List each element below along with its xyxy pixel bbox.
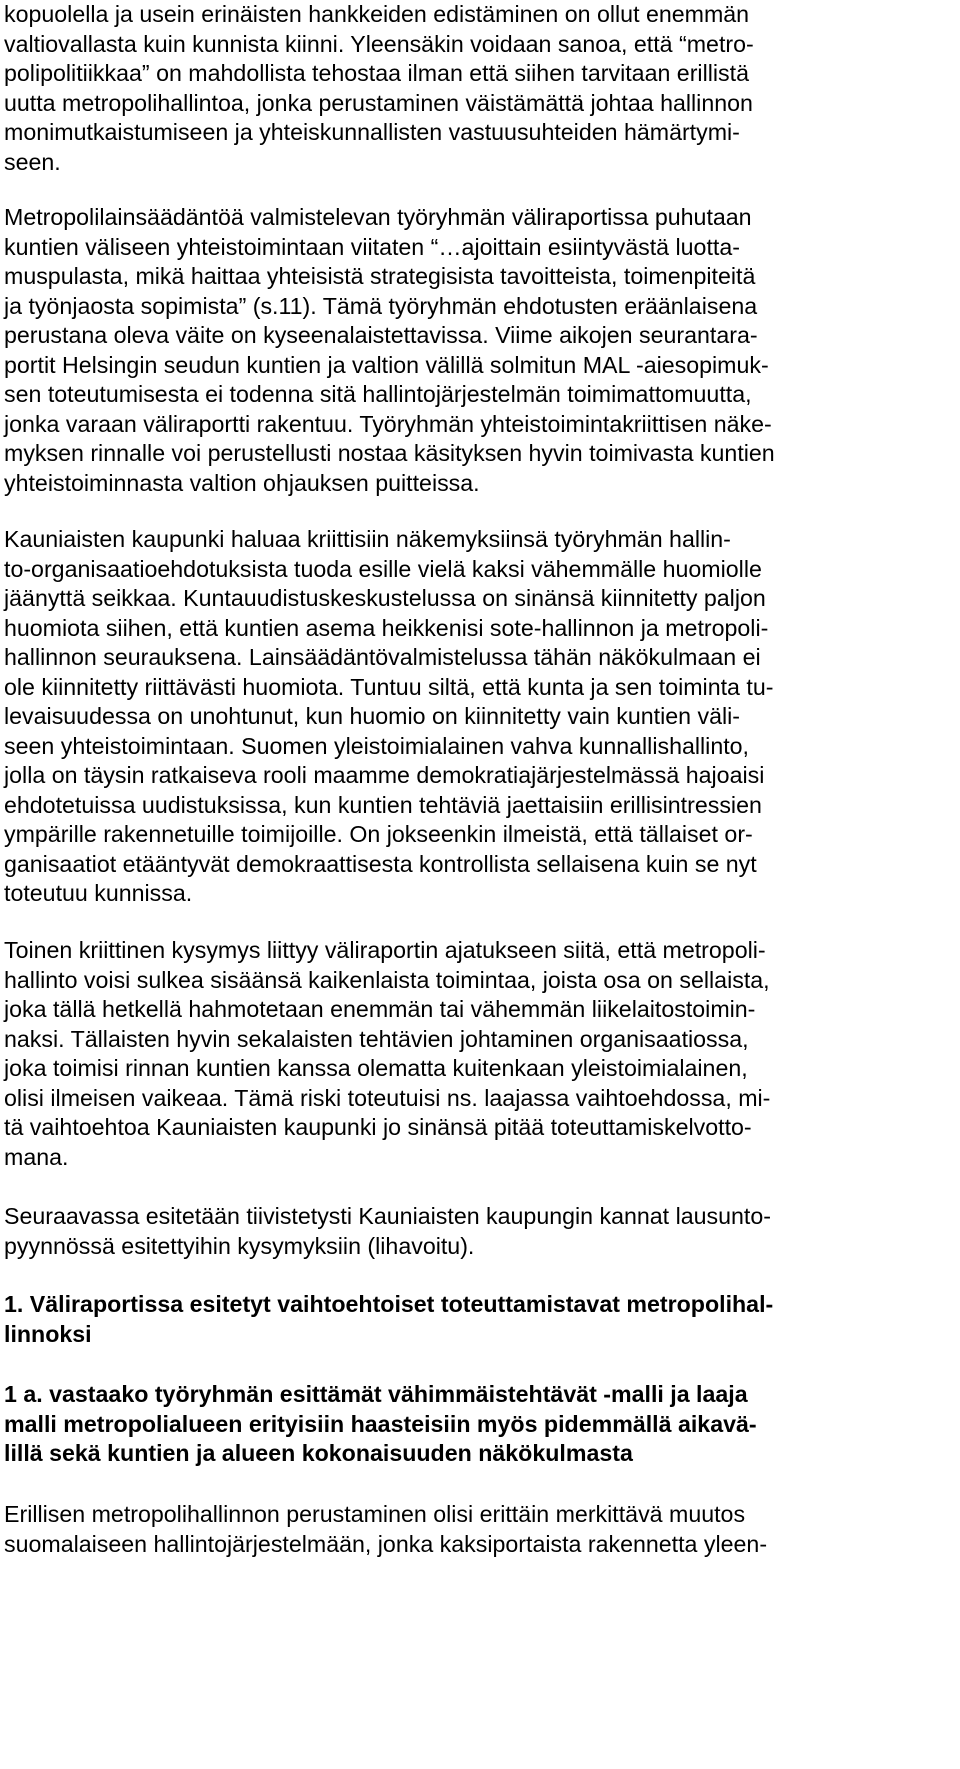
text-line: to-organisaatioehdotuksista tuoda esille vielä kaksi vähemmälle huomiolle (4, 555, 762, 582)
text-line: naksi. Tällaisten hyvin sekalaisten tehtävien johtaminen organisaatiossa, (4, 1025, 749, 1052)
text-line: sen toteutumisesta ei todenna sitä hallintojärjestelmän toimimattomuutta, (4, 381, 752, 407)
text-line: 1. Väliraportissa esitetyt vaihtoehtoiset toteuttamistavat metropolihal- (4, 1291, 774, 1317)
paragraph-luottamuspula (4, 203, 775, 498)
text-line: joka toimisi rinnan kuntien kanssa olematta kuitenkaan yleistoimialainen, (4, 1055, 748, 1081)
text-line: Seuraavassa esitetään tiivistetysti Kauniaisten kaupungin kannat lausunto- (4, 1203, 771, 1229)
text-line: uutta metropolihallintoa, jonka perustaminen väistämättä johtaa hallinnon (4, 89, 753, 116)
question-1-heading (4, 1290, 773, 1349)
text-line: pyynnössä esitettyihin kysymyksiin (lihavoitu). (4, 1232, 475, 1259)
text-line: polipolitiikkaa” on mahdollista tehostaa ilman että siihen tarvitaan erillistä (4, 60, 749, 86)
text-line: jäänyttä seikkaa. Kuntauudistuskeskustelussa on sinänsä kiinnitetty paljon (4, 585, 766, 611)
question-1a-heading (4, 1380, 757, 1469)
text-line: Kauniaisten kaupunki haluaa kriittisiin näkemyksiinsä työryhmän hallin- (4, 526, 731, 552)
text-line: toteutuu kunnissa. (4, 880, 193, 906)
text-line: seen. (4, 148, 61, 175)
text-line: muspulasta, mikä haittaa yhteisistä strategisista tavoitteista, toimenpiteitä (4, 263, 756, 289)
text-line: 1 a. vastaako työryhmän esittämät vähimmäistehtävät -malli ja laaja (4, 1381, 748, 1407)
text-line: malli metropolialueen erityisiin haasteisiin myös pidemmällä aikavä- (4, 1410, 757, 1437)
text-line: perustana oleva väite on kyseenalaistettavissa. Viime aikojen seurantara- (4, 322, 758, 348)
text-line: Erillisen metropolihallinnon perustaminen olisi erittäin merkittävä muutos (4, 1501, 746, 1527)
text-line: myksen rinnalle voi perustellusti nostaa käsityksen hyvin toimivasta kuntien (4, 440, 775, 466)
text-line: seen yhteistoimintaan. Suomen yleistoimialainen vahva kunnallishallinto, (4, 732, 750, 759)
text-line: tä vaihtoehtoa Kauniaisten kaupunki jo sinänsä pitää toteuttamiskelvotto- (4, 1114, 752, 1140)
text-line: ympärille rakennetuille toimijoille. On jokseenkin ilmeistä, että tällaiset or- (4, 821, 753, 847)
text-line: jonka varaan väliraportti rakentuu. Työryhmän yhteistoimintakriittisen näke- (4, 410, 772, 437)
text-line: kuntien väliseen yhteistoimintaan viitaten “…ajoittain esiintyvästä luotta- (4, 233, 740, 260)
text-line: yhteistoiminnasta valtion ohjauksen puitteissa. (4, 469, 480, 496)
text-line: valtiovallasta kuin kunnista kiinni. Yleensäkin voidaan sanoa, että “metro- (4, 30, 754, 57)
text-line: ganisaatiot etääntyvät demokraattisesta kontrollista sellaisena kuin se nyt (4, 850, 757, 877)
paragraph-toinen-kysymys (4, 936, 770, 1172)
text-line: olisi ilmeisen vaikeaa. Tämä riski toteutuisi ns. laajassa vaihtoehdossa, mi- (4, 1084, 771, 1111)
text-line: Metropolilainsäädäntöä valmistelevan työryhmän väliraportissa puhutaan (4, 204, 752, 230)
text-line: mana. (4, 1143, 69, 1170)
text-line: hallinnon seurauksena. Lainsäädäntövalmistelussa tähän näkökulmaan ei (4, 644, 761, 670)
text-line: ehdotetuissa uudistuksissa, kun kuntien tehtäviä jaettaisiin erillisintressien (4, 791, 762, 818)
text-line: Toinen kriittinen kysymys liittyy väliraportin ajatukseen siitä, että metropoli- (4, 937, 766, 963)
paragraph-seuraavassa (4, 1202, 771, 1261)
text-line: huomiota siihen, että kuntien asema heikkenisi sote-hallinnon ja metropoli- (4, 614, 769, 641)
text-line: monimutkaistumiseen ja yhteiskunnallisten vastuusuhteiden hämärtymi- (4, 119, 740, 145)
text-line: lillä sekä kuntien ja alueen kokonaisuuden näkökulmasta (4, 1440, 633, 1466)
text-line: portit Helsingin seudun kuntien ja valtion välillä solmitun MAL -aiesopimuk- (4, 351, 769, 378)
text-line: ja työnjaosta sopimista” (s.11). Tämä työryhmän ehdotusten eräänlaisena (4, 292, 758, 319)
text-line: joka tällä hetkellä hahmotetaan enemmän tai vähemmän liikelaitostoimin- (4, 996, 756, 1022)
paragraph-kuntien-asema (4, 525, 773, 909)
text-line: linnoksi (4, 1320, 92, 1347)
text-line: levaisuudessa on unohtunut, kun huomio on kiinnitetty vain kuntien väli- (4, 703, 741, 729)
paragraph-erillinen-metropolihallinto (4, 1500, 767, 1559)
paragraph-metropolipolitiikka (4, 0, 754, 177)
text-line: jolla on täysin ratkaiseva rooli maamme demokratiajärjestelmässä hajoaisi (4, 762, 765, 788)
text-line: kopuolella ja usein erinäisten hankkeiden edistäminen on ollut enemmän (4, 1, 750, 27)
text-line: ole kiinnitetty riittävästi huomiota. Tuntuu siltä, että kunta ja sen toiminta tu- (4, 673, 774, 700)
text-line: hallinto voisi sulkea sisäänsä kaikenlaista toimintaa, joista osa on sellaista, (4, 966, 770, 993)
text-line: suomalaiseen hallintojärjestelmään, jonka kaksiportaista rakennetta yleen- (4, 1530, 768, 1557)
